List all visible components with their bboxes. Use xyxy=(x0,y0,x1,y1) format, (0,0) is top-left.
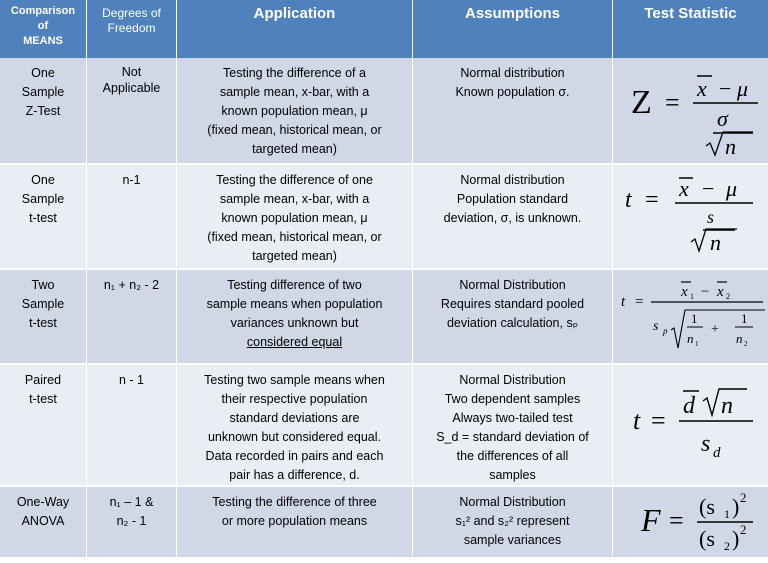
header-test-statistic: Test Statistic xyxy=(613,0,768,58)
formula-n2: n xyxy=(736,331,743,346)
formula-one-a: 1 xyxy=(691,311,698,326)
formula-n: n xyxy=(721,393,733,419)
assumptions: Normal Distribution Requires standard pooled deviation calculation, sₚ xyxy=(413,270,613,363)
degrees-of-freedom: n - 1 xyxy=(87,365,177,485)
header-assumptions: Assumptions xyxy=(413,0,613,58)
assumptions: Normal distribution Population standard deviation, σ, is unknown. xyxy=(413,165,613,268)
formula-den-end: ) xyxy=(732,526,740,551)
formula-eq: = xyxy=(669,506,684,535)
formula-den: (s xyxy=(699,526,715,551)
test-statistic xyxy=(613,365,768,485)
formula-xbar: x xyxy=(679,176,689,201)
formula-num-sub: 1 xyxy=(724,507,730,521)
formula-eq: = xyxy=(635,294,644,310)
one-sample-t-formula xyxy=(613,165,768,268)
degrees-of-freedom: n₁ – 1 & n₂ - 1 xyxy=(87,487,177,557)
z-test-formula xyxy=(613,58,768,163)
formula-sub-d: d xyxy=(713,445,721,461)
formula-den-sub: 2 xyxy=(724,539,730,553)
formula-mu: μ xyxy=(737,76,749,101)
test-name: One-Way ANOVA xyxy=(0,487,87,557)
formula-d: d xyxy=(683,393,695,419)
formula-sigma: σ xyxy=(717,106,728,131)
header-degrees-of-freedom: Degrees of Freedom xyxy=(87,0,177,58)
formula-lhs: F xyxy=(641,502,661,538)
formula-lhs: Z xyxy=(631,84,652,121)
degrees-of-freedom: Not Applicable xyxy=(87,58,177,163)
test-statistic xyxy=(613,270,768,363)
table-row xyxy=(0,270,768,365)
application: Testing the difference of one sample mean, x-bar, with a known population mean, μ (fixed mean, historical mean, or targeted mean) xyxy=(177,165,413,268)
assumptions: Normal Distribution Two dependent samples Always two-tailed test S_d = standard deviation of the differences of all samples xyxy=(413,365,613,485)
formula-num-exp: 2 xyxy=(740,490,747,505)
formula-x2: x xyxy=(717,284,724,300)
test-name: Two Sample t-test xyxy=(0,270,87,363)
two-sample-t-formula xyxy=(613,270,768,363)
formula-num: (s xyxy=(699,494,715,519)
header-application: Application xyxy=(177,0,413,58)
formula-minus: − xyxy=(701,284,710,300)
formula-mu: μ xyxy=(726,176,738,201)
formula-lhs: t xyxy=(621,294,626,310)
formula-num-end: ) xyxy=(732,494,740,519)
application: Testing the difference of three or more population means xyxy=(177,487,413,557)
test-statistic xyxy=(613,487,768,557)
degrees-of-freedom: n₁ + n₂ - 2 xyxy=(87,270,177,363)
formula-minus: − xyxy=(702,176,715,201)
formula-p: p xyxy=(663,326,668,336)
test-name: One Sample t-test xyxy=(0,165,87,268)
test-name: One Sample Z-Test xyxy=(0,58,87,163)
application: Testing difference of two sample means when population variances unknown but considered equal xyxy=(177,270,413,363)
formula-x1: x xyxy=(681,284,688,300)
formula-den-exp: 2 xyxy=(740,522,747,537)
formula-s: s xyxy=(653,319,659,334)
formula-sub2: 2 xyxy=(726,292,730,301)
anova-f-formula xyxy=(613,487,768,557)
degrees-of-freedom: n-1 xyxy=(87,165,177,268)
formula-n1-sub: 1 xyxy=(695,340,699,348)
table-row xyxy=(0,165,768,270)
application: Testing the difference of a sample mean, x-bar, with a known population mean, μ (fixed mean, historical mean, or targeted mean) xyxy=(177,58,413,163)
application: Testing two sample means when their respective population standard deviations are unknown but considered equal. Data recorded in pairs and each pair has a difference, d. xyxy=(177,365,413,485)
table-row xyxy=(0,365,768,487)
formula-n: n xyxy=(725,134,736,159)
formula-n: n xyxy=(710,230,721,255)
table-row xyxy=(0,58,768,165)
formula-n2-sub: 2 xyxy=(744,340,748,348)
formula-lhs: t xyxy=(633,406,641,435)
formula-plus: + xyxy=(711,322,719,337)
formula-n1: n xyxy=(687,331,694,346)
formula-one-b: 1 xyxy=(741,311,748,326)
formula-eq: = xyxy=(645,187,659,213)
assumptions: Normal Distribution s₁² and s₂² represent sample variances xyxy=(413,487,613,557)
formula-lhs: t xyxy=(625,187,632,213)
paired-t-formula xyxy=(613,365,768,485)
test-statistic xyxy=(613,165,768,268)
header-comparison: Comparison of MEANS xyxy=(0,0,87,58)
table-row xyxy=(0,487,768,557)
test-statistic xyxy=(613,58,768,163)
formula-s: s xyxy=(701,431,711,457)
test-name: Paired t-test xyxy=(0,365,87,485)
formula-xbar: x xyxy=(697,76,707,101)
formula-eq: = xyxy=(651,406,666,435)
formula-sub1: 1 xyxy=(690,292,694,301)
formula-s: s xyxy=(707,207,715,227)
formula-eq: = xyxy=(665,88,680,117)
formula-minus: − xyxy=(719,76,732,101)
assumptions: Normal distribution Known population σ. xyxy=(413,58,613,163)
